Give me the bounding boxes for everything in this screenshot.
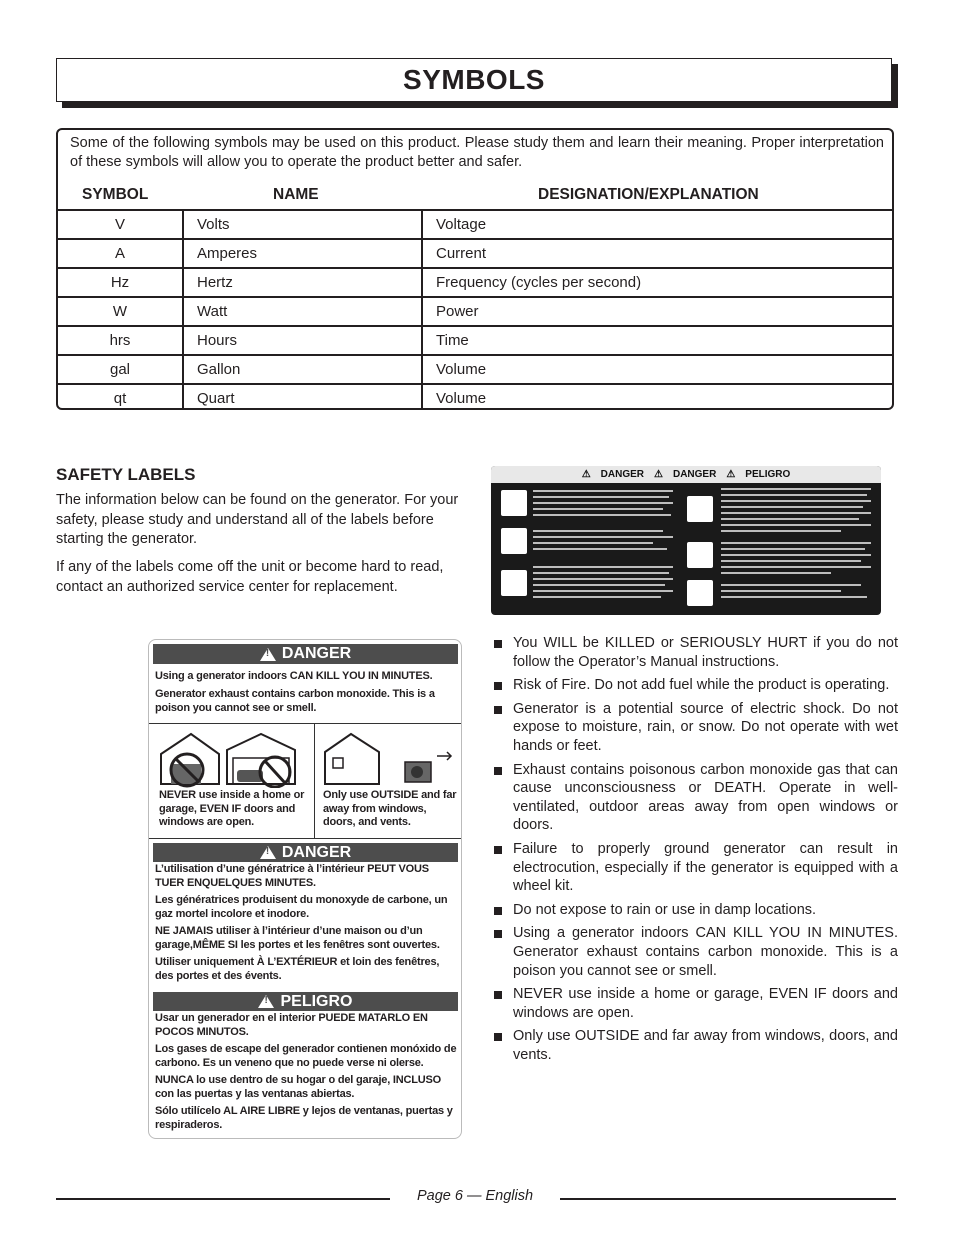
table-row	[58, 297, 892, 326]
table-row	[58, 384, 892, 410]
label-column-divider	[314, 724, 315, 838]
symbol-cell: hrs	[58, 326, 183, 355]
label-text-line	[721, 494, 867, 496]
label-text-line	[533, 530, 663, 532]
title-box	[56, 58, 892, 102]
designation-cell: Current	[422, 239, 892, 268]
label-text-line	[533, 502, 673, 504]
label-text-line	[533, 548, 667, 550]
peligro-header-es	[153, 992, 458, 1011]
list-item: Do not expose to rain or use in damp locations.	[494, 901, 898, 920]
list-item: Exhaust contains poisonous carbon monoxide gas that can cause unconsciousness or DEATH. Operate in well-ventilated, outdoor areas away from open windows or doors.	[494, 761, 898, 835]
label-header-peligro: PELIGRO	[745, 469, 791, 480]
generator-label-image	[491, 466, 881, 615]
label-text-line	[721, 542, 871, 544]
label-text-line	[721, 572, 831, 574]
name-cell: Hertz	[183, 268, 422, 297]
list-item: You WILL be KILLED or SERIOUSLY HURT if you do not follow the Operator’s Manual instructions.	[494, 634, 898, 671]
list-item: NEVER use inside a home or garage, EVEN IF doors and windows are open.	[494, 985, 898, 1022]
header-name: NAME	[273, 186, 319, 203]
label-es-line3: NUNCA lo use dentro de su hogar o del garaje, INCLUSO con las puertas y las ventanas abiertas.	[155, 1074, 442, 1100]
never-indoor-text: NEVER use inside a home or garage, EVEN IF doors and windows are open.	[159, 789, 305, 828]
page-footer: Page 6 — English	[416, 1188, 534, 1204]
label-text-line	[533, 536, 673, 538]
label-text-line	[721, 488, 871, 490]
symbols-intro: Some of the following symbols may be used on this product. Please study them and learn their meaning. Proper interpretation of these symbols will allow you to operate the product better and safer.	[70, 135, 884, 170]
label-text-line	[721, 524, 871, 526]
label-header-danger-2: DANGER	[672, 469, 717, 480]
safety-paragraph-1: The information below can be found on the generator. For your safety, please study and understand all of the labels before starting the generator.	[56, 492, 459, 547]
name-cell: Amperes	[183, 239, 422, 268]
symbols-table	[58, 209, 892, 410]
danger-header-text: DANGER	[281, 645, 352, 662]
designation-cell: Frequency (cycles per second)	[422, 268, 892, 297]
outdoor-use-icon	[321, 730, 457, 788]
list-item: Generator is a potential source of electric shock. Do not expose to moisture, rain, or snow. Do not operate with wet hands or feet.	[494, 700, 898, 756]
label-es-line2: Los gases de escape del generador contienen monóxido de carbono. Es un veneno que no puede verse ni olerse.	[155, 1043, 457, 1069]
label-text-line	[721, 566, 871, 568]
danger-label	[148, 639, 462, 1139]
label-text-line	[721, 530, 841, 532]
label-text-line	[721, 584, 861, 586]
manual-reading-icon	[501, 490, 527, 516]
label-text-line	[533, 566, 673, 568]
label-es-line1: Usar un generador en el interior PUEDE MATARLO EN POCOS MINUTOS.	[155, 1012, 428, 1038]
no-indoor-use-icon	[157, 730, 307, 788]
table-row	[58, 355, 892, 384]
footer-rule-right	[560, 1198, 896, 1200]
designation-cell: Volume	[422, 355, 892, 384]
label-text-line	[721, 512, 871, 514]
label-fr-line2: Les génératrices produisent du monoxyde de carbone, un gaz mortel incolore et inodore.	[155, 894, 448, 920]
fire-icon	[501, 528, 527, 554]
warning-triangle-icon	[260, 846, 276, 859]
label-text-line	[533, 514, 671, 516]
name-cell: Volts	[183, 210, 422, 239]
list-item: Risk of Fire. Do not add fuel while the product is operating.	[494, 676, 898, 695]
label-en-line1: Using a generator indoors CAN KILL YOU IN MINUTES.	[155, 670, 433, 682]
label-fr-line1: L’utilisation d’une génératrice à l’intérieur PEUT VOUS TUER ENQUELQUES MINUTES.	[155, 863, 429, 889]
label-es-line4: Sólo utilícelo AL AIRE LIBRE y lejos de ventanas, puertas y respiraderos.	[155, 1105, 453, 1131]
label-text-line	[721, 518, 859, 520]
danger-header-en	[153, 644, 458, 664]
electric-shock-icon	[501, 570, 527, 596]
label-header-danger-1: DANGER	[600, 469, 644, 480]
label-text-line	[533, 490, 673, 492]
warning-triangle-icon: ⚠	[581, 469, 591, 480]
label-text-line	[533, 508, 663, 510]
label-text-line	[721, 590, 841, 592]
table-row	[58, 326, 892, 355]
symbol-cell: Hz	[58, 268, 183, 297]
designation-cell: Volume	[422, 384, 892, 410]
only-outside-text: Only use OUTSIDE and far away from windows, doors, and vents.	[323, 789, 457, 828]
no-rain-icon	[687, 580, 713, 606]
label-divider	[149, 838, 461, 839]
label-text-line	[533, 496, 669, 498]
label-text-line	[533, 578, 673, 580]
symbols-table-header	[58, 186, 892, 208]
symbol-cell: V	[58, 210, 183, 239]
header-symbol: SYMBOL	[82, 186, 149, 203]
label-en-line2: Generator exhaust contains carbon monoxide. This is a poison you cannot see or smell.	[155, 688, 435, 714]
generator-label-header	[491, 466, 881, 483]
warning-triangle-icon	[258, 995, 274, 1008]
danger-header-fr	[153, 843, 458, 862]
list-item: Only use OUTSIDE and far away from windows, doors, and vents.	[494, 1027, 898, 1064]
label-fr-line3: NE JAMAIS utiliser à l’intérieur d’une maison ou d’un garage,MÊME SI les portes et les fenêtres sont ouvertes.	[155, 925, 440, 951]
label-text-line	[721, 500, 871, 502]
ground-icon	[687, 542, 713, 568]
header-designation: DESIGNATION/EXPLANATION	[538, 186, 759, 203]
label-text-line	[533, 542, 653, 544]
label-text-line	[533, 590, 673, 592]
table-row	[58, 268, 892, 297]
warning-triangle-icon	[260, 648, 276, 661]
label-text-line	[721, 548, 865, 550]
label-text-line	[721, 560, 861, 562]
name-cell: Watt	[183, 297, 422, 326]
designation-cell: Time	[422, 326, 892, 355]
symbol-cell: qt	[58, 384, 183, 410]
symbol-cell: gal	[58, 355, 183, 384]
label-text-line	[533, 596, 661, 598]
exhaust-gas-icon	[687, 496, 713, 522]
name-cell: Gallon	[183, 355, 422, 384]
label-text-line	[721, 506, 863, 508]
safety-bullet-list	[494, 634, 898, 1069]
label-fr-line4: Utiliser uniquement À L’EXTÉRIEUR et loin des fenêtres, des portes et des évents.	[155, 956, 440, 982]
label-text-line	[721, 554, 871, 556]
page-title: SYMBOLS	[403, 64, 545, 95]
symbol-cell: W	[58, 297, 183, 326]
warning-triangle-icon: ⚠	[654, 469, 663, 480]
symbol-cell: A	[58, 239, 183, 268]
label-text-line	[533, 572, 669, 574]
table-row	[58, 210, 892, 239]
name-cell: Hours	[183, 326, 422, 355]
list-item: Failure to properly ground generator can result in electrocution, especially if the generator is equipped with a wheel kit.	[494, 840, 898, 896]
safety-paragraph-2: If any of the labels come off the unit or become hard to read, contact an authorized service center for replacement.	[56, 559, 444, 595]
footer-rule-left	[56, 1198, 390, 1200]
table-row	[58, 239, 892, 268]
designation-cell: Power	[422, 297, 892, 326]
safety-labels-heading: SAFETY LABELS	[56, 465, 196, 484]
danger-header-text: DANGER	[281, 843, 352, 861]
list-item: Using a generator indoors CAN KILL YOU IN MINUTES. Generator exhaust contains carbon monoxide. This is a poison you cannot see or smell.	[494, 924, 898, 980]
warning-triangle-icon: ⚠	[726, 469, 736, 480]
symbols-table-box	[56, 128, 894, 410]
label-text-line	[533, 584, 665, 586]
name-cell: Quart	[183, 384, 422, 410]
label-divider	[149, 723, 461, 724]
peligro-header-text: PELIGRO	[280, 992, 353, 1010]
label-text-line	[721, 596, 867, 598]
designation-cell: Voltage	[422, 210, 892, 239]
